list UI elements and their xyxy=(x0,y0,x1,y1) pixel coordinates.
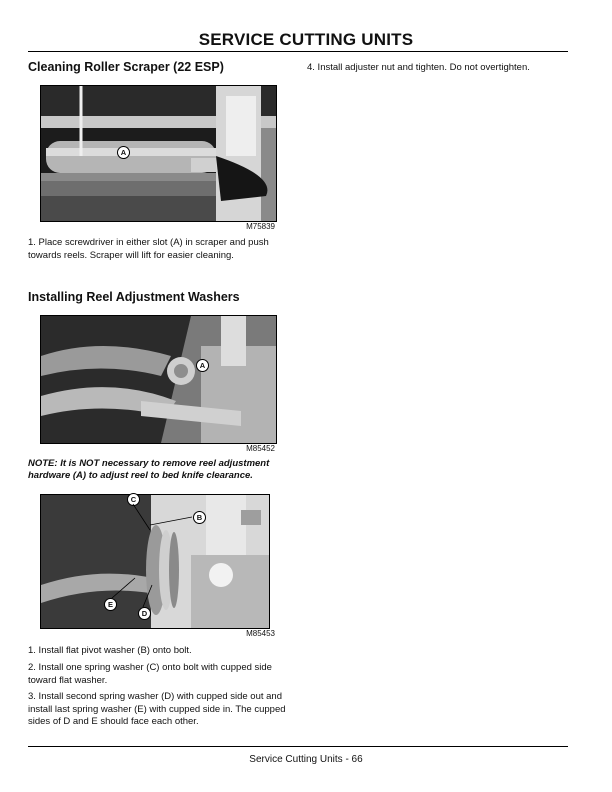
step-3-washer: 3. Install second spring washer (D) with cupped side out and install last spring washer (E) with cupped side in. The cupped sides of D and E should face each other. xyxy=(28,691,286,727)
step-2-washer: 2. Install one spring washer (C) onto bolt with cupped side toward flat washer. xyxy=(28,662,272,686)
page-title: SERVICE CUTTING UNITS xyxy=(198,30,414,49)
figure-code: M85452 xyxy=(246,444,275,453)
figure-code: M75839 xyxy=(246,222,275,231)
step-1-scraper: 1. Place screwdriver in either slot (A) in scraper and push towards reels. Scraper will lift for easier cleaning. xyxy=(28,237,269,261)
note-text: NOTE: It is NOT necessary to remove reel adjustment hardware (A) to adjust reel to bed knife clearance. xyxy=(28,458,270,481)
callout-b: B xyxy=(193,511,206,524)
figure-code: M85453 xyxy=(246,629,275,638)
callout-c: C xyxy=(127,493,140,506)
footer-rule xyxy=(28,746,568,747)
section-heading-washers: Installing Reel Adjustment Washers xyxy=(28,290,240,304)
section-heading-scraper: Cleaning Roller Scraper (22 ESP) xyxy=(28,60,224,74)
page-footer: Service Cutting Units - 66 xyxy=(249,754,363,765)
callout-a: A xyxy=(117,146,130,159)
callout-d: D xyxy=(138,607,151,620)
step-1-washer: 1. Install flat pivot washer (B) onto bolt. xyxy=(28,645,192,656)
callout-a-fig2: A xyxy=(196,359,209,372)
callout-e: E xyxy=(104,598,117,611)
step-4-washer: 4. Install adjuster nut and tighten. Do not overtighten. xyxy=(307,62,530,73)
